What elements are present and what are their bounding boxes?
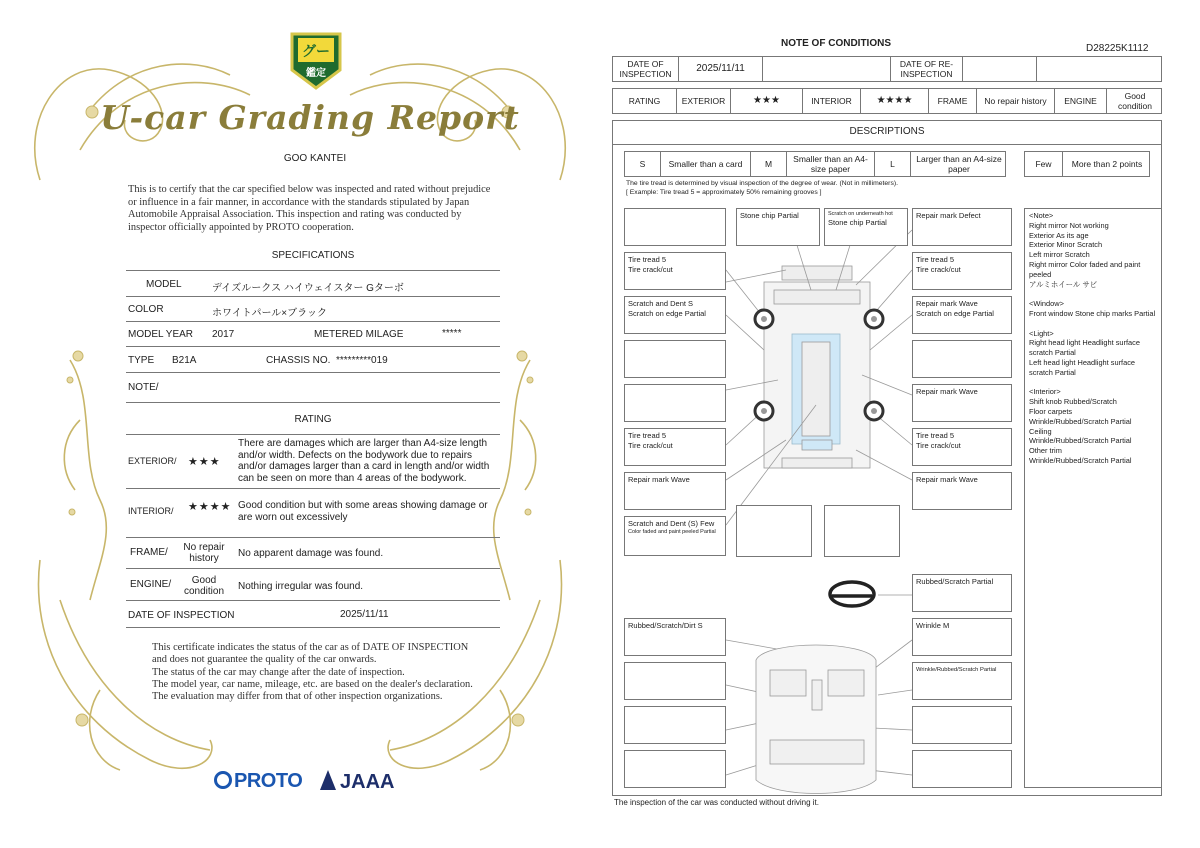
exterior-description: There are damages which are larger than A4-size length and/or width. Defects on the bodywork due to repairs and/or damages larger than a card in length and/or width can be seen on more than 4 areas of the bodywork. <box>238 438 490 484</box>
exterior-stars: ★★★ <box>188 456 221 468</box>
divider <box>126 488 500 489</box>
date-row <box>612 56 1162 82</box>
chassis-value: *********019 <box>336 355 388 366</box>
spec-row-color <box>126 297 500 322</box>
tread-note: The tire tread is determined by visual inspection of the degree of wear. (Not in millimeters). <box>626 180 898 187</box>
interior-stars: ★★★★ <box>188 501 232 513</box>
condition-box-interior-ceiling: Wrinkle M <box>912 618 1012 656</box>
model-value: デイズルークス ハイウェイスター Gターボ <box>212 283 404 294</box>
divider <box>126 600 500 601</box>
certification-statement: This is to certify that the car specified below was inspected and rated without prejudice or influence in a fair manner, in accordance with the standards stipulated by Japan Automobile Appraisal Association. This inspection and rating was conducted by inspector officially appointed by PROTO cooperation. <box>128 184 491 233</box>
divider <box>126 537 500 538</box>
rating-label: RATING <box>613 89 677 113</box>
legend-l: L <box>875 152 911 176</box>
condition-box-rear-left-tire: Tire tread 5 Tire crack/cut <box>624 428 726 466</box>
condition-box-rear-left: Repair mark Wave <box>624 472 726 510</box>
size-legend <box>624 151 1006 177</box>
condition-box-rear-bumper: Scratch and Dent (S) Few Color faded and paint peeled Partial <box>624 516 726 556</box>
condition-box-underneath: Scratch on underneath hot Stone chip Partial <box>824 208 908 246</box>
spec-row-type-chassis <box>126 347 500 373</box>
condition-box <box>624 340 726 378</box>
color-value: ホワイトパール×ブラック <box>212 308 327 319</box>
few-legend <box>1024 151 1150 177</box>
engine-value: Good condition <box>1117 91 1153 111</box>
specifications-heading: SPECIFICATIONS <box>271 250 355 261</box>
frame-value: No repair history <box>183 542 225 564</box>
frame-label: FRAME/ <box>130 547 168 558</box>
note-label: NOTE/ <box>128 382 159 393</box>
legend-few: Few <box>1025 152 1063 176</box>
frame-description: No apparent damage was found. <box>238 548 384 559</box>
condition-box <box>624 384 726 422</box>
tread-example: [ Example: Tire tread 5 = approximately 50% remaining grooves ] <box>626 189 822 196</box>
exterior-label: EXTERIOR <box>677 89 731 113</box>
condition-box-front-right: Repair mark Wave Scratch on edge Partial <box>912 296 1012 334</box>
svg-text:グー: グー <box>302 44 330 60</box>
condition-box <box>912 750 1012 788</box>
condition-box <box>624 750 726 788</box>
engine-label: ENGINE <box>1055 89 1107 113</box>
divider <box>126 568 500 569</box>
engine-label: ENGINE/ <box>130 579 172 590</box>
rating-heading: RATING <box>294 414 332 425</box>
inspection-date-label: DATE OF INSPECTION <box>128 610 235 621</box>
spec-row-year-mileage <box>126 322 500 347</box>
exterior-label: EXTERIOR/ <box>128 456 177 466</box>
svg-text:鑑定: 鑑定 <box>306 68 326 79</box>
certificate-disclaimer: This certificate indicates the status of the car as of DATE OF INSPECTION and does not guarantee the quality of the car onwards. The status of the car may change after the date of inspection. The model year, car name, mileage, etc. are based on the dealer's declaration. The evaluation may differ from that of other inspection organizations. <box>152 642 473 703</box>
model-year-value: 2017 <box>212 329 235 340</box>
condition-sheet <box>606 0 1200 848</box>
condition-box-stone-chip: Stone chip Partial <box>736 208 820 246</box>
spec-row-model <box>126 272 500 297</box>
sheet-title: NOTE OF CONDITIONS <box>781 38 891 49</box>
divider <box>612 144 1162 145</box>
divider <box>126 627 500 628</box>
legend-m: M <box>751 152 787 176</box>
condition-box <box>624 662 726 700</box>
report-subtitle: GOO KANTEI <box>283 153 347 164</box>
sheet-code: D28225K1112 <box>1086 43 1149 54</box>
exterior-stars: ★★★ <box>731 89 803 113</box>
engine-description: Nothing irregular was found. <box>238 581 364 592</box>
frame-value: No repair history <box>977 89 1055 113</box>
model-label: MODEL <box>146 279 182 290</box>
mileage-label: METERED MILAGE <box>314 329 404 340</box>
condition-box-rear-right-tire: Tire tread 5 Tire crack/cut <box>912 428 1012 466</box>
interior-description: Good condition but with some areas showing damage or are worn out excessively <box>238 500 488 523</box>
type-value: B21A <box>172 355 197 366</box>
proto-logo: PROTO <box>214 770 302 793</box>
condition-box <box>912 340 1012 378</box>
condition-box-rear-right: Repair mark Wave <box>912 472 1012 510</box>
type-label: TYPE <box>128 355 155 366</box>
interior-label: INTERIOR/ <box>128 506 174 516</box>
condition-box <box>824 505 900 557</box>
condition-box <box>624 706 726 744</box>
condition-box-interior-front: Rubbed/Scratch/Dirt S <box>624 618 726 656</box>
reinspection-value <box>963 57 1037 81</box>
condition-box-steering: Rubbed/Scratch Partial <box>912 574 1012 612</box>
interior-stars: ★★★★ <box>861 89 929 113</box>
frame-label: FRAME <box>929 89 977 113</box>
legend-s: S <box>625 152 661 176</box>
color-label: COLOR <box>128 304 164 315</box>
engine-value: Good condition <box>183 575 225 597</box>
legend-l-desc: Larger than an A4-size paper <box>916 154 1002 174</box>
legend-few-desc: More than 2 points <box>1071 159 1143 169</box>
interior-label: INTERIOR <box>803 89 861 113</box>
condition-box <box>624 208 726 246</box>
reinspection-label: DATE OF RE-INSPECTION <box>891 57 963 81</box>
blank-cell <box>1037 57 1163 81</box>
condition-box-repair-defect: Repair mark Defect <box>912 208 1012 246</box>
inspection-date-value: 2025/11/11 <box>679 57 763 81</box>
inspection-date-label: DATE OF INSPECTION <box>613 57 679 81</box>
mileage-value: ***** <box>442 328 462 339</box>
descriptions-heading: DESCRIPTIONS <box>849 126 925 137</box>
condition-box-front-left-tire: Tire tread 5 Tire crack/cut <box>624 252 726 290</box>
condition-box-right-side: Repair mark Wave <box>912 384 1012 422</box>
condition-box <box>736 505 812 557</box>
spec-row-note <box>126 373 500 403</box>
condition-box <box>912 706 1012 744</box>
condition-notes: <Note> Right mirror Not working Exterior As its age Exterior Minor Scratch Left mirror Scratch Right mirror Color faded and paint peeled アルミホイール サビ <Window> Front window Stone chip marks Partial <Light> Right head light Headlight surface scratch Partial Left head light Headlight surface scratch Partial <Interior> Shift knob Rubbed/Scratch Floor carpets Wrinkle/Rubbed/Scratch Partial Ceiling Wrinkle/Rubbed/Scratch Partial Other trim Wrinkle/Rubbed/Scratch Partial <box>1024 208 1162 788</box>
model-year-label: MODEL YEAR <box>128 329 194 340</box>
legend-s-desc: Smaller than a card <box>661 152 751 176</box>
legend-m-desc: Smaller than an A4-size paper <box>787 152 875 176</box>
chassis-label: CHASSIS NO. <box>266 355 331 366</box>
report-title: U-car Grading Report <box>100 98 520 137</box>
divider <box>126 270 500 271</box>
divider <box>126 434 500 435</box>
rating-row <box>612 88 1162 114</box>
condition-box-front-left: Scratch and Dent S Scratch on edge Partial <box>624 296 726 334</box>
sheet-footer: The inspection of the car was conducted without driving it. <box>614 798 819 807</box>
jaaa-mark-icon <box>320 770 336 790</box>
condition-box-front-right-tire: Tire tread 5 Tire crack/cut <box>912 252 1012 290</box>
jaaa-logo: JAAA <box>320 770 394 794</box>
inspection-date-value: 2025/11/11 <box>340 609 389 620</box>
goo-kantei-badge-icon <box>288 30 344 92</box>
blank-cell <box>763 57 891 81</box>
proto-mark-icon <box>214 771 232 789</box>
condition-box-interior-trim: Wrinkle/Rubbed/Scratch Partial <box>912 662 1012 700</box>
